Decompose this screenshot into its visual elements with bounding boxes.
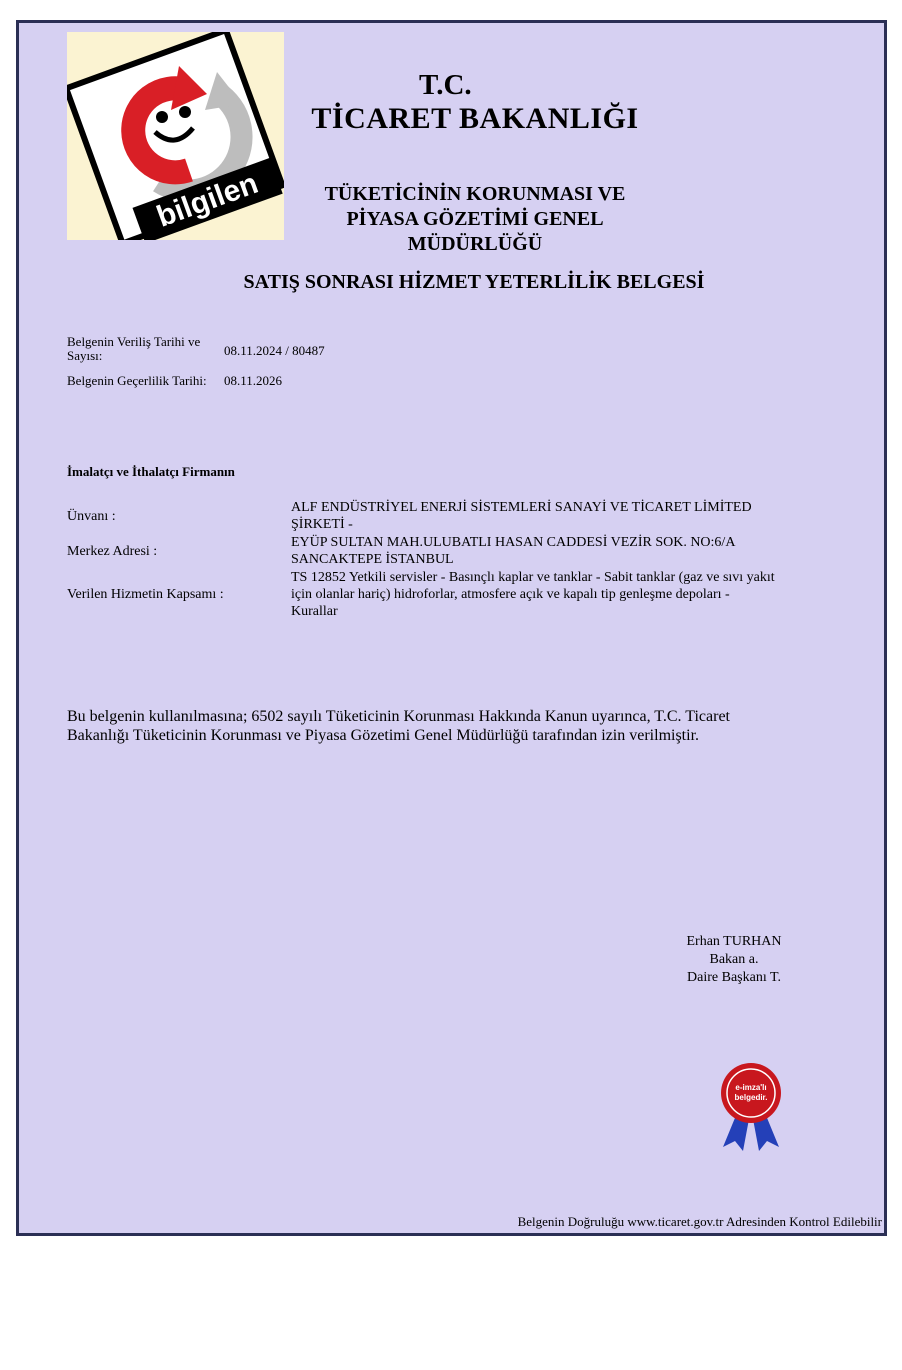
verification-footer: Belgenin Doğruluğu www.ticaret.gov.tr Adresinden Kontrol Edilebilir [517,1214,882,1229]
issue-date-label [67,335,200,363]
scope-label: Verilen Hizmetin Kapsamı : [67,587,224,602]
scope-line-1: TS 12852 Yetkili servisler - Basınçlı kaplar ve tanklar - Sabit tanklar (gaz ve sıvı yakıt [291,570,775,585]
firm-title-line-2: ŞİRKETİ - [291,517,353,532]
directorate-name [281,182,669,257]
scope-line-2: için olanlar hariç) hidroforlar, atmosfere açık ve kapalı tip genleşme depoları - [291,587,730,602]
scope-value [291,569,831,620]
logo-text: bilgilen [152,166,263,234]
signatory-role-2: Daire Başkanı T. [687,970,781,985]
address-line-1: EYÜP SULTAN MAH.ULUBATLI HASAN CADDESİ VEZİR SOK. NO:6/A [291,535,736,550]
validity-label: Belgenin Geçerlilik Tarihi: [67,373,207,388]
country-abbrev: T.C. [419,69,472,101]
usage-notice-line-2: Bakanlığı Tüketicinin Korunması ve Piyasa Gözetimi Genel Müdürlüğü tarafından izin verilmiştir. [67,727,700,744]
seal-text-line-1: e-imza'lı [735,1083,767,1092]
firm-title-value [291,499,831,533]
scope-line-3: Kurallar [291,604,338,619]
directorate-line-1: TÜKETİCİNİN KORUNMASI VE [324,183,626,205]
issue-date-value: 08.11.2024 / 80487 [224,343,325,358]
seal-badge-icon [717,1061,785,1153]
address-line-2: SANCAKTEPE İSTANBUL [291,552,454,567]
directorate-line-2: PİYASA GÖZETİMİ GENEL [346,208,604,230]
certificate-frame [16,20,887,1236]
firm-title-label: Ünvanı : [67,509,116,524]
bilgilen-logo-graphic [67,32,284,240]
address-value [291,534,831,568]
signatory-role-1: Bakan a. [709,952,759,967]
signatory-name: Erhan TURHAN [686,934,782,949]
issue-date-label-line-2: Sayısı: [67,348,103,363]
ministry-name: TİCARET BAKANLIĞI [311,102,639,135]
firm-title-line-1: ALF ENDÜSTRİYEL ENERJİ SİSTEMLERİ SANAYİ VE TİCARET LİMİTED [291,500,752,515]
e-signature-seal [717,1061,785,1153]
validity-value: 08.11.2026 [224,373,283,388]
firm-section-title: İmalatçı ve İthalatçı Firmanın [67,464,235,479]
certificate-title: SATIŞ SONRASI HİZMET YETERLİLİK BELGESİ [243,271,705,293]
usage-notice-line-1: Bu belgenin kullanılmasına; 6502 sayılı Tüketicinin Korunması Hakkında Kanun uyarınca, T.C. Ticaret [67,708,730,725]
bilgilen-logo [67,32,284,240]
seal-text-line-2: belgedir. [734,1093,768,1102]
address-label: Merkez Adresi : [67,544,158,559]
signature-block [659,933,809,987]
issue-date-label-line-1: Belgenin Veriliş Tarihi ve [67,334,201,349]
usage-notice [67,707,787,745]
directorate-line-3: MÜDÜRLÜĞÜ [407,233,543,255]
